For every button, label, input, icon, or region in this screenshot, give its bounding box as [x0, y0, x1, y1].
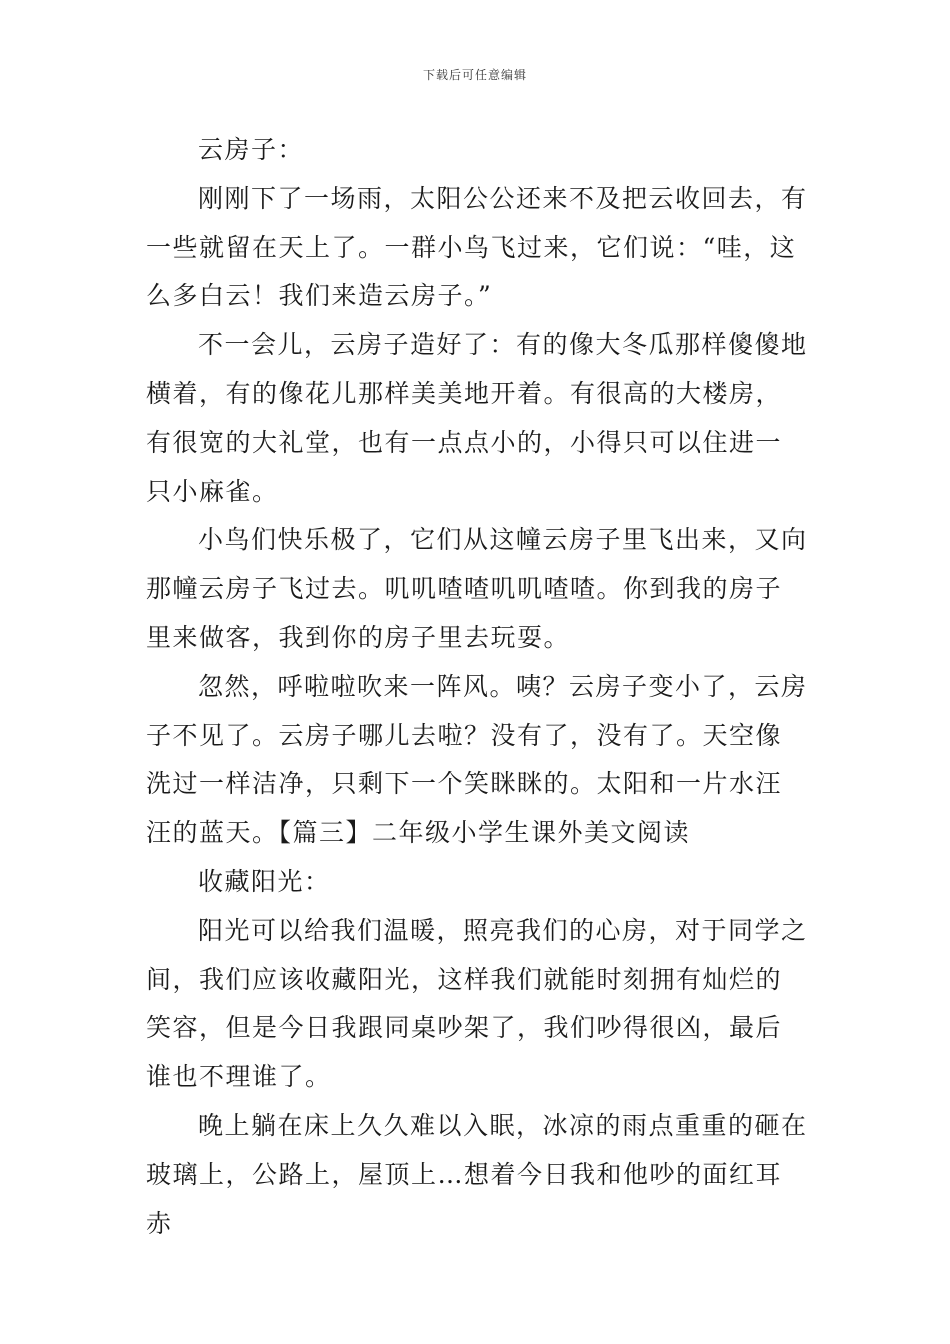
- paragraph: 晚上躺在床上久久难以入眠，冰凉的雨点重重的砸在玻璃上，公路上，屋顶上…想着今日我和他吵的面红耳赤: [146, 1110, 808, 1238]
- heading-cloud-house: 云房子：: [198, 135, 305, 164]
- page-header: 下载后可任意编辑: [422, 68, 527, 82]
- paragraph: 忽然，呼啦啦吹来一阵风。咦？云房子变小了，云房子不见了。云房子哪儿去啦？没有了，没有了。天空像洗过一样洁净，只剩下一个笑眯眯的。太阳和一片水汪汪的蓝天。【篇三】二年级小学生课外美文阅读: [146, 671, 808, 848]
- paragraph: 不一会儿，云房子造好了：有的像大冬瓜那样傻傻地横着，有的像花儿那样美美地开着。有很高的大楼房，有很宽的大礼堂，也有一点点小的，小得只可以住进一只小麻雀。: [146, 330, 808, 506]
- paragraph: 刚刚下了一场雨，太阳公公还来不及把云收回去，有一些就留在天上了。一群小鸟飞过来，它们说：“哇，这么多白云！我们来造云房子。”: [146, 183, 808, 311]
- paragraph: 阳光可以给我们温暖，照亮我们的心房，对于同学之间，我们应该收藏阳光，这样我们就能时刻拥有灿烂的笑容，但是今日我跟同桌吵架了，我们吵得很凶，最后谁也不理谁了。: [146, 915, 808, 1092]
- heading-collect-sunshine: 收藏阳光：: [198, 866, 331, 896]
- paragraph: 小鸟们快乐极了，它们从这幢云房子里飞出来，又向那幢云房子飞过去。叽叽喳喳叽叽喳喳。你到我的房子里来做客，我到你的房子里去玩耍。: [146, 525, 808, 652]
- document-body: [146, 126, 808, 1248]
